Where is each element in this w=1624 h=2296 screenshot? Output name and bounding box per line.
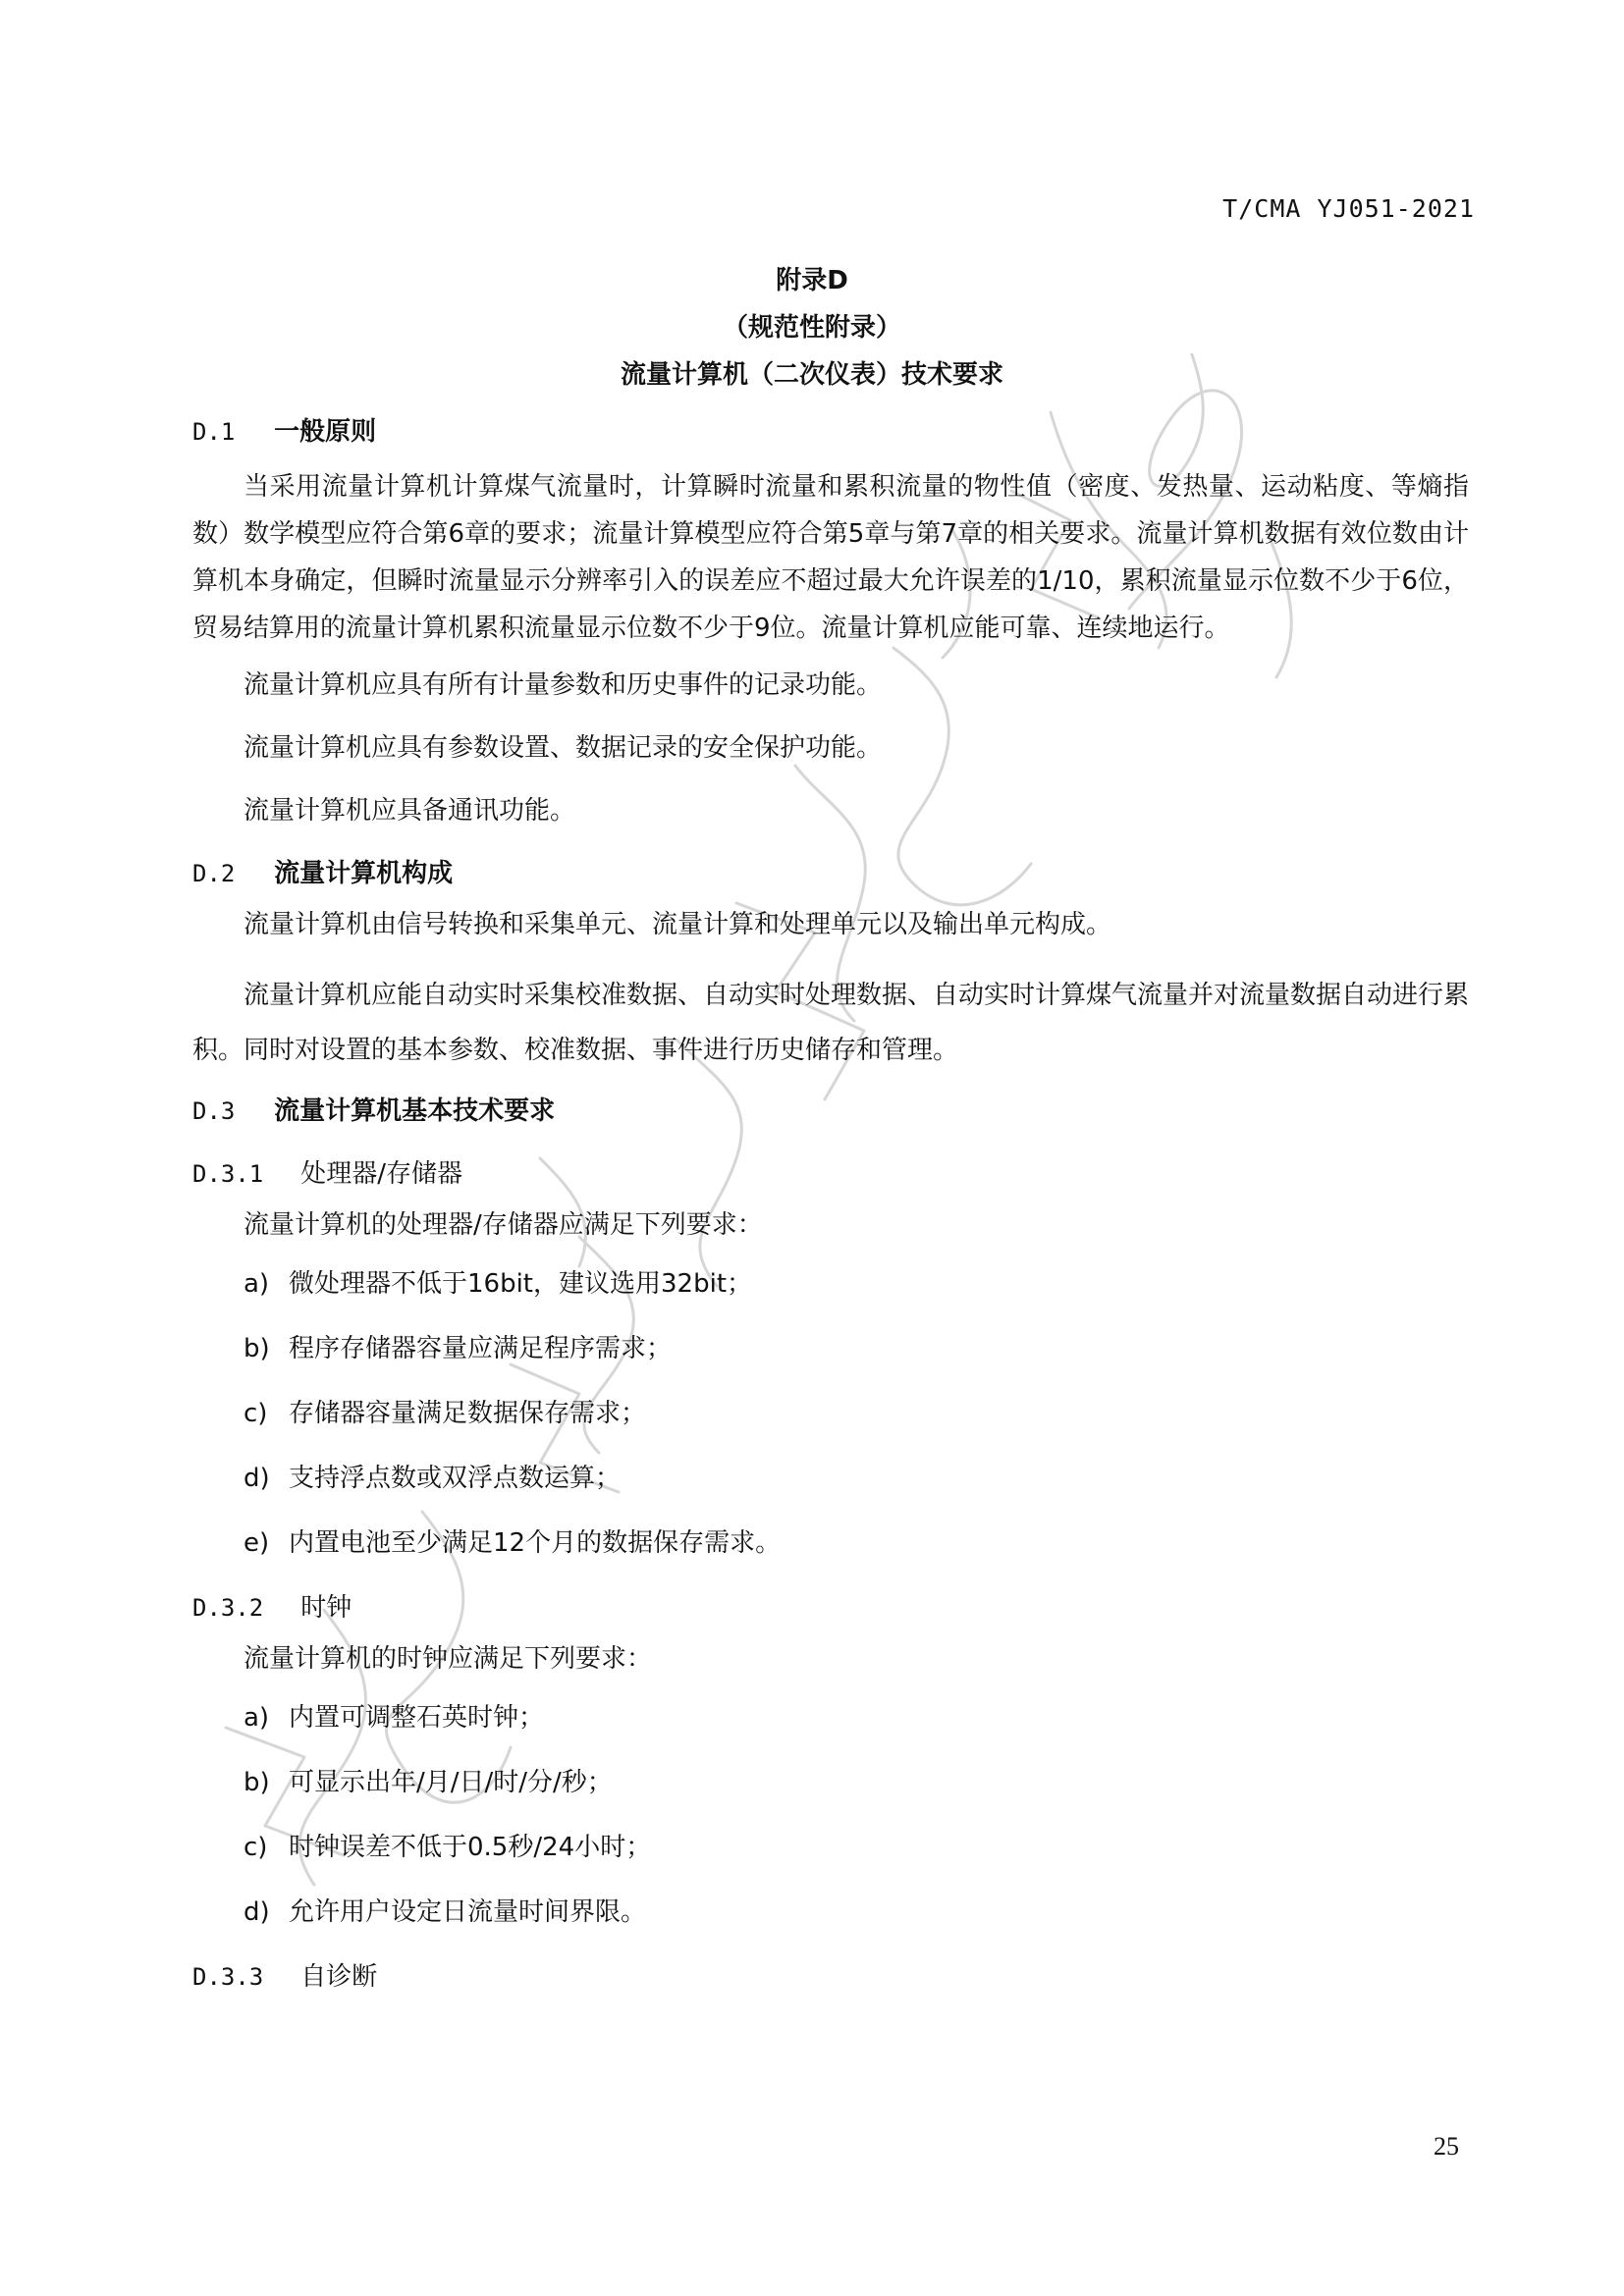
section-heading-d31 xyxy=(192,1154,1469,1194)
section-title: 流量计算机基本技术要求 xyxy=(274,1096,556,1126)
section-title: 自诊断 xyxy=(300,1962,378,1992)
list-item-text: 内置电池至少满足12个月的数据保存需求。 xyxy=(289,1528,782,1558)
list-item-label: d) xyxy=(244,1464,270,1493)
standard-code: T/CMA YJ051-2021 xyxy=(1222,194,1475,223)
list-intro: 流量计算机的处理器/存储器应满足下列要求： xyxy=(244,1210,763,1240)
list-item xyxy=(244,1523,1469,1563)
paragraph: 流量计算机由信号转换和采集单元、流量计算和处理单元以及输出单元构成。 xyxy=(244,910,1112,939)
list-item xyxy=(244,1459,1469,1498)
list-item-text: 允许用户设定日流量时间界限。 xyxy=(289,1897,647,1927)
appendix-title: 附录D xyxy=(776,266,848,295)
section-number: D.3.3 xyxy=(192,1963,264,1991)
list-item-text: 时钟误差不低于0.5秒/24小时； xyxy=(289,1833,652,1862)
list-item-text: 存储器容量满足数据保存需求； xyxy=(289,1399,647,1428)
list-item-label: d) xyxy=(244,1897,270,1927)
appendix-subject: 流量计算机（二次仪表）技术要求 xyxy=(620,360,1003,390)
list-item-label: b) xyxy=(244,1768,270,1797)
section-number: D.1 xyxy=(192,418,236,446)
section-title: 一般原则 xyxy=(274,417,377,447)
list-item-text: 内置可调整石英时钟； xyxy=(289,1703,545,1733)
list-item xyxy=(244,1264,1469,1304)
appendix-titles xyxy=(0,257,1624,399)
list-item xyxy=(244,1394,1469,1433)
list-item-label: e) xyxy=(244,1528,270,1558)
section-heading-d32 xyxy=(192,1588,1469,1628)
section-number: D.3.1 xyxy=(192,1160,264,1188)
list-item-text: 支持浮点数或双浮点数运算； xyxy=(289,1464,622,1493)
paragraph: 流量计算机应能自动实时采集校准数据、自动实时处理数据、自动实时计算煤气流量并对流量数据自动进行累积。同时对设置的基本参数、校准数据、事件进行历史储存和管理。 xyxy=(192,981,1470,1065)
section-title: 处理器/存储器 xyxy=(300,1159,463,1189)
section-heading-d2 xyxy=(192,854,1469,893)
list-item-label: c) xyxy=(244,1399,268,1428)
list-item-label: c) xyxy=(244,1833,268,1862)
section-heading-d33 xyxy=(192,1957,1469,1997)
document-body xyxy=(192,412,1469,2008)
section-heading-d3 xyxy=(192,1092,1469,1131)
list-item-label: a) xyxy=(244,1269,270,1299)
list-item xyxy=(244,1329,1469,1368)
section-heading-d1 xyxy=(192,412,1469,452)
paragraph: 当采用流量计算机计算煤气流量时，计算瞬时流量和累积流量的物性值（密度、发热量、运动粘度、等熵指数）数学模型应符合第6章的要求；流量计算模型应符合第5章与第7章的相关要求。流量计算机数据有效位数由计算机本身确定，但瞬时流量显示分辨率引入的误差应不超过最大允许误差的1/10，累积流量显示位数不少于6位，贸易结算用的流量计算机累积流量显示位数不少于9位。流量计算机应能可靠、连续地运行。 xyxy=(192,472,1469,643)
list-item xyxy=(244,1763,1469,1802)
list-item xyxy=(244,1698,1469,1737)
page-number: 25 xyxy=(1434,2132,1459,2161)
list-item-label: b) xyxy=(244,1334,270,1363)
paragraph: 流量计算机应具有参数设置、数据记录的安全保护功能。 xyxy=(244,733,883,763)
section-number: D.3 xyxy=(192,1097,236,1125)
list-item xyxy=(244,1828,1469,1867)
paragraph: 流量计算机应具有所有计量参数和历史事件的记录功能。 xyxy=(244,670,883,700)
list-item-text: 微处理器不低于16bit，建议选用32bit； xyxy=(289,1269,753,1299)
list-item-text: 程序存储器容量应满足程序需求； xyxy=(289,1334,673,1363)
list-intro: 流量计算机的时钟应满足下列要求： xyxy=(244,1644,653,1674)
section-number: D.3.2 xyxy=(192,1594,264,1622)
appendix-nature: （规范性附录） xyxy=(722,313,901,343)
list-item-label: a) xyxy=(244,1703,270,1733)
section-title: 流量计算机构成 xyxy=(274,859,454,888)
section-number: D.2 xyxy=(192,860,236,887)
list-item-text: 可显示出年/月/日/时/分/秒； xyxy=(289,1768,613,1797)
paragraph: 流量计算机应具备通讯功能。 xyxy=(244,796,576,826)
list-item xyxy=(244,1893,1469,1932)
section-title: 时钟 xyxy=(300,1593,352,1623)
